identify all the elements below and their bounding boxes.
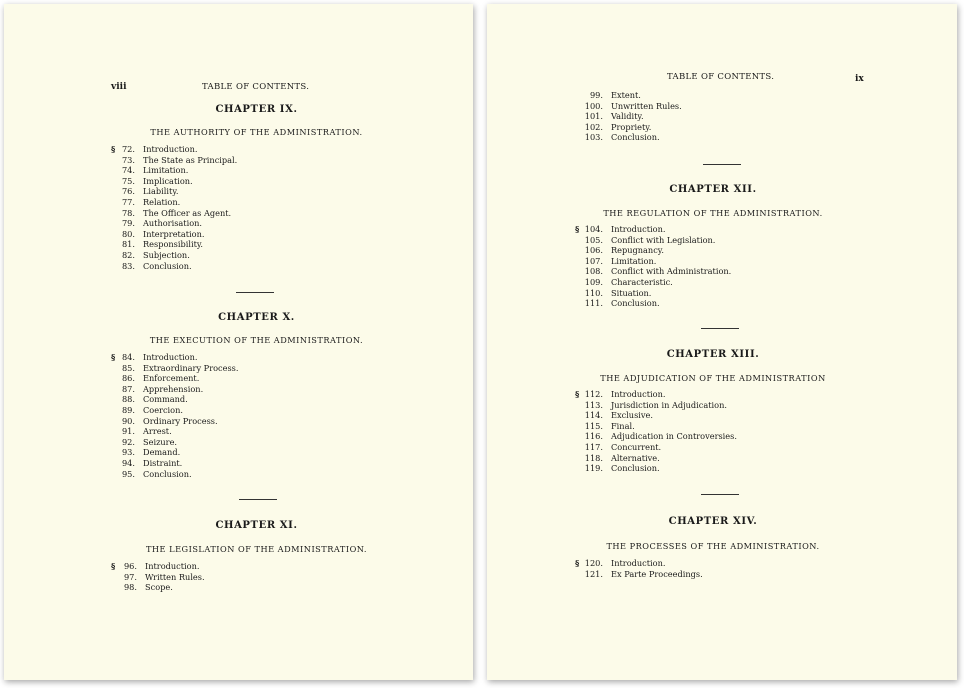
running-head: TABLE OF CONTENTS. [202,82,310,92]
section-title: Concurrent. [611,441,662,452]
section-title: Subjection. [143,249,190,260]
section-entry [575,453,875,464]
section-entry [575,389,875,400]
section-number: 89. [121,404,135,415]
section-entry [575,132,875,143]
section-number: 101. [584,111,603,122]
chapter-title: CHAPTER XIV. [668,516,758,527]
section-title: Jurisdiction in Adjudication. [611,399,727,410]
section-number: 88. [121,394,135,405]
section-entry [111,469,411,480]
section-number: 100. [584,100,603,111]
section-entry [111,572,411,583]
section-title: Conclusion. [143,260,192,271]
section-title: Validity. [611,111,644,122]
section-number: 112. [584,389,603,399]
chapter-separator [703,164,741,165]
section-entry [111,144,411,155]
section-title: Arrest. [143,426,172,437]
chapter-separator [236,292,274,293]
chapter-title: CHAPTER XII. [669,184,757,195]
section-number: 108. [584,266,603,277]
section-entry [575,558,875,569]
section-entry [111,229,411,240]
section-entry [575,101,875,112]
section-entry [575,410,875,421]
chapter-title: CHAPTER XI. [215,520,298,531]
section-entry [111,261,411,272]
section-entry [111,394,411,405]
section-entry [575,111,875,122]
section-number: 119. [584,463,603,474]
section-number: 78. [121,207,135,218]
chapter-subtitle: THE PROCESSES OF THE ADMINISTRATION. [606,541,820,551]
chapter-separator [701,328,739,329]
section-title: Repugnancy. [611,245,664,256]
section-list [575,224,875,309]
right-page [487,4,957,680]
section-number: 90. [121,415,135,426]
section-number: 80. [121,228,135,239]
section-number: 98. [123,582,137,593]
section-number: 102. [584,121,603,132]
page-number: viii [111,82,127,92]
section-number: 103. [584,132,603,143]
section-entry [111,250,411,261]
chapter-subtitle: THE AUTHORITY OF THE ADMINISTRATION. [150,127,363,137]
section-title: Conflict with Legislation. [611,234,716,245]
section-entry [111,155,411,166]
section-title: Conclusion. [143,468,192,479]
section-number: 72. [121,144,135,154]
section-number: 115. [584,420,603,431]
section-entry [575,122,875,133]
section-number: 86. [121,373,135,384]
section-number: 117. [584,441,603,452]
section-title: Coercion. [143,404,183,415]
section-title: The Officer as Agent. [143,207,232,218]
section-title: Exclusive. [611,410,653,421]
section-list [111,144,411,271]
section-number: 74. [121,165,135,176]
section-entry [111,447,411,458]
section-number: 94. [121,457,135,468]
section-title: Conclusion. [611,132,660,143]
section-number: 95. [121,468,135,479]
section-entry [575,442,875,453]
section-entry [111,561,411,572]
section-number: 91. [121,426,135,437]
section-title: Implication. [143,175,193,186]
section-mark: § [111,144,116,154]
section-entry [111,405,411,416]
section-entry [111,363,411,374]
section-entry [111,384,411,395]
section-entry [575,421,875,432]
section-entry [575,235,875,246]
section-number: 104. [584,224,603,234]
section-title: Distraint. [143,457,183,468]
section-number: 93. [121,447,135,458]
section-title: Conflict with Administration. [611,266,732,277]
section-entry [575,266,875,277]
section-list [111,352,411,479]
section-entry [575,569,875,580]
chapter-separator [701,494,739,495]
section-title: Relation. [143,196,181,207]
section-entry [575,463,875,474]
section-title: Introduction. [611,558,666,568]
section-number: 96. [123,561,137,571]
section-title: Introduction. [611,389,666,399]
section-title: Extent. [611,90,641,100]
section-title: Adjudication in Controversies. [611,431,737,442]
section-entry [575,288,875,299]
section-list [575,90,875,143]
section-number: 85. [121,362,135,373]
section-title: Alternative. [611,452,660,463]
section-title: Extraordinary Process. [143,362,239,373]
section-title: Apprehension. [143,383,204,394]
section-entry [111,239,411,250]
section-number: 118. [584,452,603,463]
section-entry [111,218,411,229]
chapter-title: CHAPTER X. [218,312,295,323]
chapter-title: CHAPTER IX. [215,104,298,115]
section-title: Introduction. [143,144,198,154]
section-entry [575,90,875,101]
section-entry [575,256,875,267]
left-page [4,4,473,680]
section-entry [575,245,875,256]
section-number: 99. [589,90,603,100]
section-entry [575,431,875,442]
section-entry [111,373,411,384]
section-title: Ex Parte Proceedings. [611,568,703,579]
section-number: 77. [121,196,135,207]
section-title: Command. [143,394,188,405]
section-title: The State as Principal. [143,154,238,165]
section-entry [111,582,411,593]
section-number: 111. [584,298,603,309]
section-number: 79. [121,218,135,229]
chapter-separator [239,499,277,500]
section-number: 120. [584,558,603,568]
section-title: Written Rules. [145,571,205,582]
chapter-subtitle: THE LEGISLATION OF THE ADMINISTRATION. [145,544,368,554]
section-title: Scope. [145,582,173,593]
section-entry [111,208,411,219]
section-number: 83. [121,260,135,271]
section-number: 92. [121,436,135,447]
section-list [575,558,875,579]
section-mark: § [575,224,580,234]
section-number: 110. [584,287,603,298]
section-number: 76. [121,186,135,197]
section-title: Final. [611,420,635,431]
chapter-subtitle: THE REGULATION OF THE ADMINISTRATION. [603,208,823,218]
section-entry [111,186,411,197]
section-mark: § [575,558,580,568]
section-entry [575,400,875,411]
section-number: 97. [123,571,137,582]
section-title: Liability. [143,186,179,197]
running-head: TABLE OF CONTENTS. [667,72,775,82]
section-title: Responsibility. [143,239,204,250]
section-title: Introduction. [143,352,198,362]
section-title: Limitation. [143,165,189,176]
chapter-subtitle: THE EXECUTION OF THE ADMINISTRATION. [149,335,364,345]
section-entry [111,165,411,176]
section-title: Demand. [143,447,181,458]
section-mark: § [111,352,116,362]
section-number: 73. [121,154,135,165]
section-number: 121. [584,568,603,579]
section-number: 82. [121,249,135,260]
section-number: 105. [584,234,603,245]
section-title: Conclusion. [611,463,660,474]
section-title: Unwritten Rules. [611,100,682,111]
section-number: 75. [121,175,135,186]
section-title: Ordinary Process. [143,415,218,426]
section-title: Propriety. [611,121,652,132]
section-entry [111,426,411,437]
page-number: ix [855,74,864,84]
section-entry [575,277,875,288]
section-entry [575,298,875,309]
section-entry [111,458,411,469]
section-mark: § [575,389,580,399]
section-title: Characteristic. [611,276,673,287]
section-number: 106. [584,245,603,256]
section-number: 81. [121,239,135,250]
section-title: Situation. [611,287,652,298]
section-number: 114. [584,410,603,421]
section-title: Seizure. [143,436,178,447]
section-title: Limitation. [611,255,657,266]
section-list [575,389,875,474]
section-number: 84. [121,352,135,362]
section-entry [111,197,411,208]
section-entry [575,224,875,235]
section-entry [111,176,411,187]
section-number: 107. [584,255,603,266]
section-title: Authorisation. [143,218,203,229]
section-mark: § [111,561,116,571]
chapter-subtitle: THE ADJUDICATION OF THE ADMINISTRATION [600,373,826,383]
section-list [111,561,411,593]
section-entry [111,437,411,448]
section-title: Introduction. [611,224,666,234]
section-title: Introduction. [145,561,200,571]
section-number: 109. [584,276,603,287]
section-entry [111,416,411,427]
section-title: Conclusion. [611,298,660,309]
section-number: 87. [121,383,135,394]
section-title: Interpretation. [143,228,205,239]
chapter-title: CHAPTER XIII. [666,349,760,360]
section-number: 113. [584,399,603,410]
section-entry [111,352,411,363]
section-title: Enforcement. [143,373,200,384]
section-number: 116. [584,431,603,442]
